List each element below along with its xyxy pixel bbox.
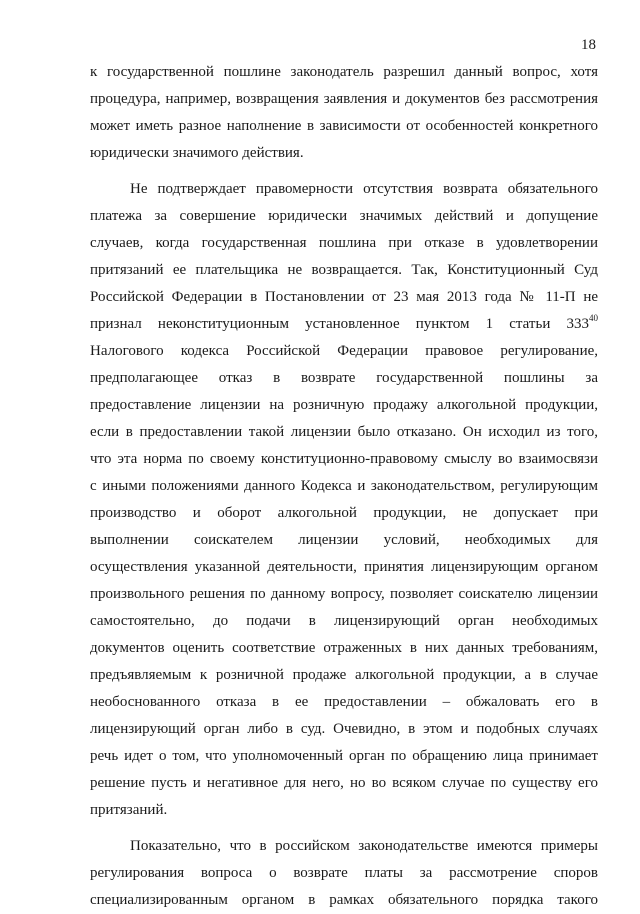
text-line: произвольного решения по данному вопросу, позволяет соискателю лицензии [90, 586, 598, 602]
footnote-marker[interactable]: 40 [589, 313, 598, 323]
text-line: решение пусть и негативное для него, но во всяком случае по существу его [90, 775, 598, 791]
text-line: Показательно, что в российском законодательстве имеются примеры [130, 838, 598, 854]
text-line: предъявляемым к розничной продаже алкогольной продукции, а в случае [90, 667, 598, 683]
text-line: Российской Федерации в Постановлении от 23 мая 2013 года № 11-П не [90, 289, 598, 305]
paragraph-3 [90, 833, 598, 914]
text-line: предоставление лицензии на розничную продажу алкогольной продукции, [90, 397, 598, 413]
text-line: самостоятельно, до подачи в лицензирующий орган необходимых [90, 613, 598, 629]
text-line-with-footnote [90, 311, 598, 338]
text-line: выполнении соискателем лицензии условий, необходимых для [90, 532, 598, 548]
text-line: предполагающее отказ в возврате государственной пошлины за [90, 370, 598, 386]
body-text [90, 59, 598, 914]
paragraph-2 [90, 176, 598, 824]
text-line: юридически значимого действия. [90, 145, 304, 161]
text-line: платежа за совершение юридически значимых действий и допущение [90, 208, 598, 224]
text-line: может иметь разное наполнение в зависимости от особенностей конкретного [90, 118, 598, 134]
text-line: специализированным органом в рамках обязательного порядка такого [90, 892, 598, 908]
text-line: осуществления указанной деятельности, принятия лицензирующим органом [90, 559, 598, 575]
text-line: если в предоставлении такой лицензии было отказано. Он исходил из того, [90, 424, 598, 440]
text-line: с иными положениями данного Кодекса и законодательством, регулирующим [90, 478, 598, 494]
text-line: регулирования вопроса о возврате платы за рассмотрение споров [90, 865, 598, 881]
text-line: Не подтверждает правомерности отсутствия возврата обязательного [130, 181, 598, 197]
paragraph-1 [90, 59, 598, 167]
text-line: речь идет о том, что уполномоченный орган по обращению лица принимает [90, 748, 598, 764]
text-line: что эта норма по своему конституционно-правовому смыслу во взаимосвязи [90, 451, 598, 467]
page-number: 18 [581, 37, 596, 53]
line-text: признал неконституционным установленное пунктом 1 статьи 333 [90, 316, 589, 332]
text-line: притязаний. [90, 802, 168, 818]
text-line: случаев, когда государственная пошлина при отказе в удовлетворении [90, 235, 598, 251]
text-line: притязаний ее плательщика не возвращается. Так, Конституционный Суд [90, 262, 598, 278]
text-line: процедура, например, возвращения заявления и документов без рассмотрения [90, 91, 598, 107]
text-line: Налогового кодекса Российской Федерации правовое регулирование, [90, 343, 598, 359]
text-line: производство и оборот алкогольной продукции, не допускает при [90, 505, 598, 521]
text-line: документов оценить соответствие отраженных в них данных требованиям, [90, 640, 598, 656]
text-line: лицензирующий орган либо в суд. Очевидно, в этом и подобных случаях [90, 721, 598, 737]
text-line: необоснованного отказа в ее предоставлении – обжаловать его в [90, 694, 598, 710]
text-line: к государственной пошлине законодатель разрешил данный вопрос, хотя [90, 64, 598, 80]
